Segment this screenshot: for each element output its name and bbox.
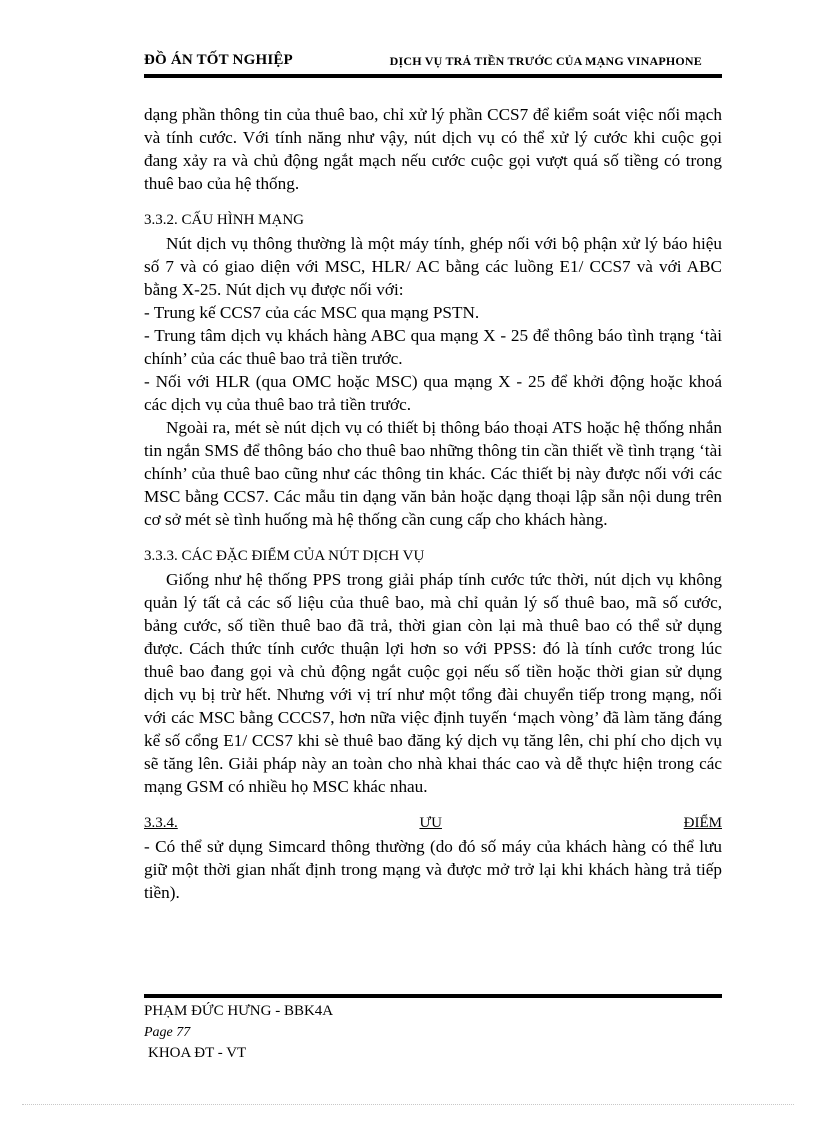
section-word: ĐIỂM bbox=[683, 815, 722, 831]
page-header bbox=[144, 50, 722, 76]
bullet-item: - Có thể sử dụng Simcard thông thường (do đó số máy của khách hàng có thể lưu giữ một thời gian nhất định trong mạng và được mở trở lại khi khách hàng trả tiếp tiền). bbox=[144, 837, 722, 902]
section-heading-3-3-2: 3.3.2. CẤU HÌNH MẠNG bbox=[144, 212, 304, 228]
section-number: 3.3.4. bbox=[144, 815, 178, 831]
bullet-item: - Trung kế CCS7 của các MSC qua mạng PSTN. bbox=[144, 303, 480, 322]
section-heading-3-3-4 bbox=[144, 812, 722, 835]
page-footer bbox=[144, 1001, 333, 1064]
footer-rule bbox=[144, 994, 722, 998]
page-number: Page 77 bbox=[144, 1025, 191, 1040]
document-body bbox=[144, 103, 722, 904]
section-word: ƯU bbox=[419, 815, 442, 831]
header-topic-title: DỊCH VỤ TRẢ TIỀN TRƯỚC CỦA MẠNG VINAPHONE bbox=[389, 54, 702, 68]
page-bottom-dotted-line bbox=[22, 1104, 794, 1106]
bullet-item: - Nối với HLR (qua OMC hoặc MSC) qua mạng X - 25 để khởi động hoặc khoá các dịch vụ của thuê bao trả tiền trước. bbox=[144, 372, 722, 414]
section-heading-3-3-3: 3.3.3. CÁC ĐẶC ĐIỂM CỦA NÚT DỊCH VỤ bbox=[144, 548, 425, 564]
header-thesis-title: ĐỒ ÁN TỐT NGHIỆP bbox=[144, 52, 293, 68]
footer-author: PHẠM ĐỨC HƯNG - BBK4A bbox=[144, 1003, 334, 1019]
paragraph: dạng phần thông tin của thuê bao, chỉ xử lý phần CCS7 để kiểm soát việc nối mạch và tính cước. Với tính năng như vậy, nút dịch vụ có thể xử lý cước khi cuộc gọi đang xảy ra và chủ động ngắt mạch nếu cước cuộc gọi vượt quá số tiềng có trong thuê bao của hệ thống. bbox=[144, 105, 722, 193]
paragraph: Nút dịch vụ thông thường là một máy tính, ghép nối với bộ phận xử lý báo hiệu số 7 và có giao diện với MSC, HLR/ AC bằng các luồng E1/ CCS7 và với ABC bằng X-25. Nút dịch vụ được nối với: bbox=[144, 234, 722, 299]
bullet-item: - Trung tâm dịch vụ khách hàng ABC qua mạng X - 25 để thông báo tình trạng ‘tài chính’ của các thuê bao trả tiền trước. bbox=[144, 326, 722, 368]
paragraph: Giống như hệ thống PPS trong giải pháp tính cước tức thời, nút dịch vụ không quản lý tất cả các số liệu của thuê bao, mà chỉ quản lý số thuê bao, mã số cước, bảng cước, số tiền thuê bao đã trả, thời gian còn lại mà thuê bao có thể sử dụng được. Cách thức tính cước thuận lợi hơn so với PPSS: đó là tính cước trong lúc thuê bao đang gọi và chủ động ngắt cuộc gọi nếu số tiền hoặc thời gian sử dụng dịch vụ bị trừ hết. Nhưng với vị trí như một tổng đài chuyển tiếp trong mạng, nối với các MSC bằng CCCS7, hơn nữa việc định tuyến ‘mạch vòng’ đã làm tăng đáng kể số cổng E1/ CCS7 khi sè thuê bao đăng ký dịch vụ tăng lên, chi phí cho dịch vụ sẽ tăng lên. Giải pháp này an toàn cho nhà khai thác cao và dễ thực hiện trong các mạng GSM có nhiều họ MSC khác nhau. bbox=[144, 570, 722, 796]
header-rule bbox=[144, 74, 722, 78]
footer-department: KHOA ĐT - VT bbox=[148, 1045, 247, 1061]
paragraph: Ngoài ra, mét sè nút dịch vụ có thiết bị thông báo thoại ATS hoặc hệ thống nhắn tin ngắn SMS để thông báo cho thuê bao những thông tin cần thiết về tình trạng ‘tài chính’ của thuê bao cũng như các thông tin khác. Các thiết bị này được nối với các MSC bằng CCS7. Các mẫu tin dạng văn bản hoặc dạng thoại lập sẵn nội dung trên cơ sở mét sè tình huống mà hệ thống cần cung cấp cho khách hàng. bbox=[144, 418, 722, 529]
